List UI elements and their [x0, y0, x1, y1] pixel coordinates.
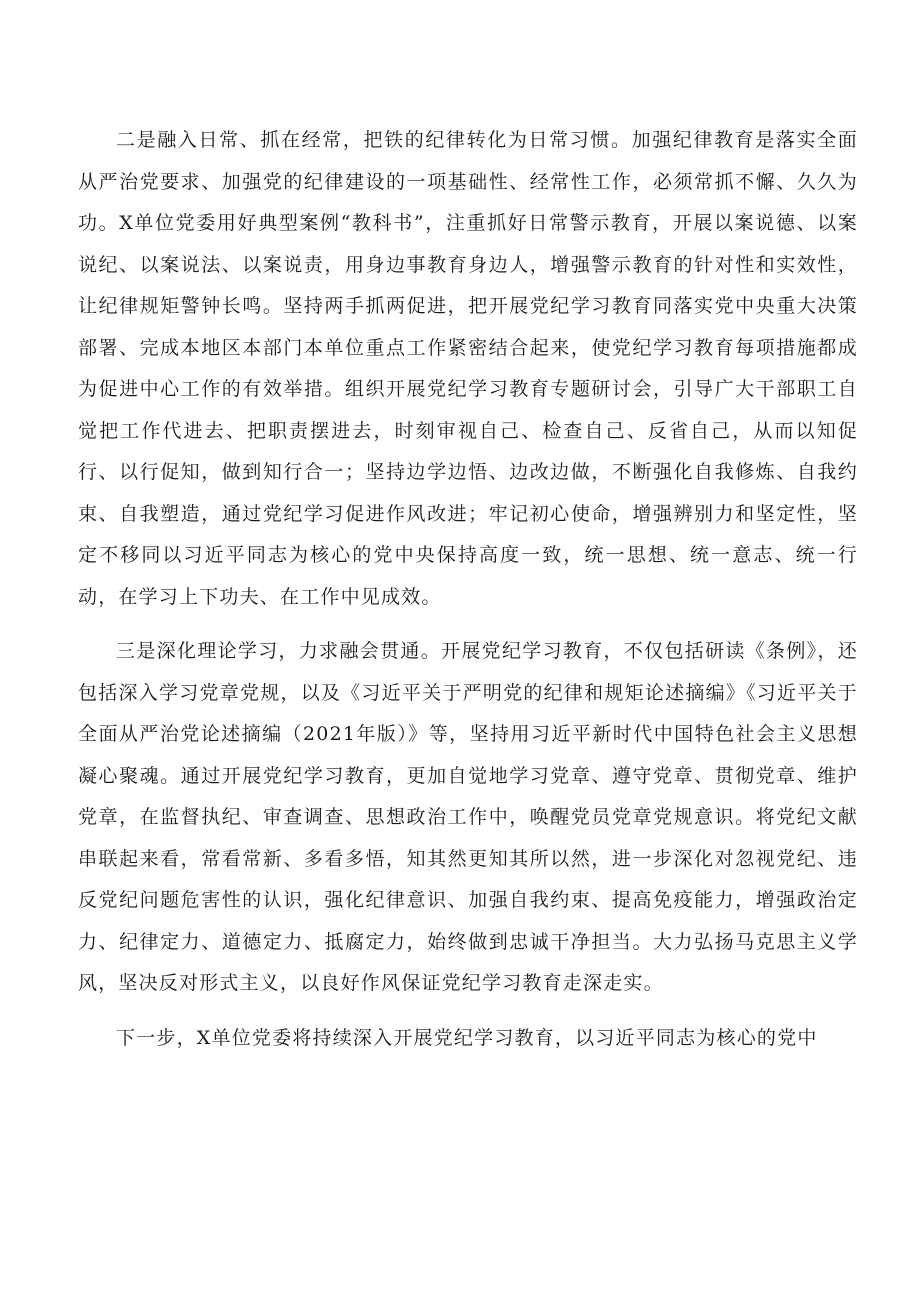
paragraph-discipline-habits: 二是融入日常、抓在经常，把铁的纪律转化为日常习惯。加强纪律教育是落实全面从严治党要求、加强党的纪律建设的一项基础性、经常性工作，必须常抓不懈、久久为功。X单位党委用好典型案例“教科书”，注重抓好日常警示教育，开展以案说德、以案说纪、以案说法、以案说责，用身边事教育身边人，增强警示教育的针对性和实效性，让纪律规矩警钟长鸣。坚持两手抓两促进，把开展党纪学习教育同落实党中央重大决策部署、完成本地区本部门本单位重点工作紧密结合起来，使党纪学习教育每项措施都成为促进中心工作的有效举措。组织开展党纪学习教育专题研讨会，引导广大干部职工自觉把工作代进去、把职责摆进去，时刻审视自己、检查自己、反省自己，从而以知促行、以行促知，做到知行合一；坚持边学边悟、边改边做，不断强化自我修炼、自我约束、自我塑造，通过党纪学习促进作风改进；牢记初心使命，增强辨别力和坚定性，坚定不移同以习近平同志为核心的党中央保持高度一致，统一思想、统一意志、统一行动，在学习上下功夫、在工作中见成效。 [78, 129, 858, 608]
paragraph-next-steps: 下一步，X单位党委将持续深入开展党纪学习教育，以习近平同志为核心的党中 [116, 1026, 818, 1049]
paragraph-theory-study: 三是深化理论学习，力求融会贯通。开展党纪学习教育，不仅包括研读《条例》，还包括深入学习党章党规，以及《习近平关于严明党的纪律和规矩论述摘编》《习近平关于全面从严治党论述摘编（2021年版）》等，坚持用习近平新时代中国特色社会主义思想凝心聚魂。通过开展党纪学习教育，更加自觉地学习党章、遵守党章、贯彻党章、维护党章，在监督执纪、审查调查、思想政治工作中，唤醒党员党章党规意识。将党纪文献串联起来看，常看常新、多看多悟，知其然更知其所以然，进一步深化对忽视党纪、违反党纪问题危害性的认识，强化纪律意识、加强自我约束、提高免疫能力，增强政治定力、纪律定力、道德定力、抵腐定力，始终做到忠诚干净担当。大力弘扬马克思主义学风，坚决反对形式主义，以良好作风保证党纪学习教育走深走实。 [78, 640, 858, 994]
document-body [78, 120, 858, 1059]
